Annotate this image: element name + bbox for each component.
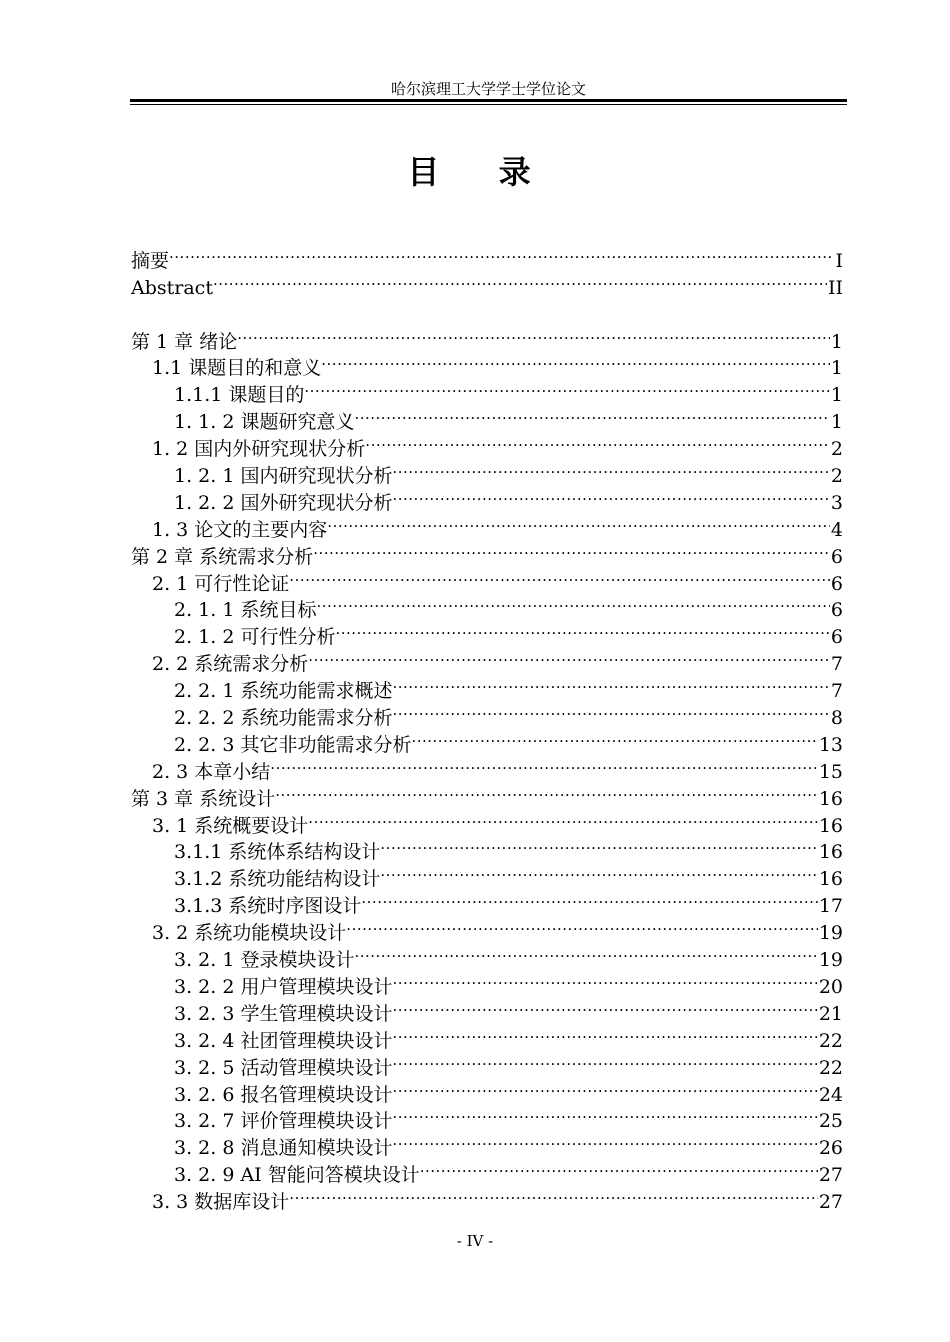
toc-entry-label: 3. 2. 6 报名管理模块设计 [174, 1083, 393, 1106]
toc-entry-page: 8 [830, 707, 843, 730]
toc-entry-label: 1. 2. 1 国内研究现状分析 [174, 465, 393, 488]
toc-entry-label: 1. 2. 2 国外研究现状分析 [174, 491, 393, 514]
toc-entry-label: 2. 1 可行性论证 [152, 572, 290, 595]
toc-entry-page: 20 [818, 975, 843, 998]
toc-entry[interactable] [131, 321, 843, 353]
toc-entry-label: 2. 3 本章小结 [152, 760, 271, 783]
toc-dot-leader [289, 1181, 818, 1208]
toc-entry-page: 26 [818, 1137, 843, 1160]
toc-entry-label: 2. 2. 2 系统功能需求分析 [174, 707, 393, 730]
toc-dot-leader [392, 966, 817, 993]
toc-entry-label: 1. 1. 2 课题研究意义 [174, 411, 355, 434]
toc-entry-label: 3. 2. 7 评价管理模块设计 [174, 1110, 393, 1133]
toc-entry-label: 2. 1. 1 系统目标 [174, 599, 317, 622]
toc-entry-label: 3. 2. 2 用户管理模块设计 [174, 975, 393, 998]
toc-entry-label: 1.1.1 课题目的 [174, 384, 305, 407]
toc-entry-label: 3. 2. 4 社团管理模块设计 [174, 1029, 393, 1052]
toc-entry-page: 16 [818, 787, 843, 810]
toc-dot-leader [411, 724, 817, 751]
toc-dot-leader [392, 993, 817, 1020]
toc-entry-label: 第 2 章 系统需求分析 [131, 545, 314, 568]
toc-dot-leader [392, 670, 829, 697]
toc-dot-leader [275, 778, 818, 805]
toc-entry-page: 6 [830, 626, 843, 649]
toc-entry-label: 3. 2 系统功能模块设计 [152, 922, 347, 945]
toc-entry-label: 2. 1. 2 可行性分析 [174, 626, 336, 649]
toc-dot-leader [392, 1074, 817, 1101]
toc-entry-page: 6 [830, 599, 843, 622]
toc-entry-page: 2 [830, 438, 843, 461]
toc-entry-page: 25 [818, 1110, 843, 1133]
toc-entry-page: 16 [818, 841, 843, 864]
toc-entry-page: 17 [818, 895, 843, 918]
header-rule-thin [130, 104, 847, 105]
toc-dot-leader [327, 509, 830, 536]
toc-dot-leader [237, 321, 830, 348]
toc-dot-leader [361, 885, 817, 912]
toc-entry-page: 1 [830, 357, 843, 380]
toc-dot-leader [346, 912, 818, 939]
toc-entry-label: 3. 3 数据库设计 [152, 1191, 290, 1214]
toc-dot-leader [392, 1127, 817, 1154]
toc-entry-page: 21 [818, 1002, 843, 1025]
toc-entry-page: 1 [830, 330, 843, 353]
toc-dot-leader [308, 643, 830, 670]
toc-dot-leader [354, 939, 817, 966]
toc-dot-leader [308, 805, 818, 832]
toc-entry-label: 3. 2. 8 消息通知模块设计 [174, 1137, 393, 1160]
toc-entry-label: 1. 3 论文的主要内容 [152, 518, 328, 541]
toc-dot-leader [270, 751, 818, 778]
toc-dot-leader [354, 401, 829, 428]
page-number: - IV - [456, 1232, 494, 1250]
page-title: 目 录 [407, 153, 555, 191]
toc-entry-page: 1 [830, 384, 843, 407]
toc-entry-label: 1.1 课题目的和意义 [152, 357, 322, 380]
toc-entry-label: 3. 2. 1 登录模块设计 [174, 949, 355, 972]
toc-entry-page: 22 [818, 1056, 843, 1079]
toc-dot-leader [392, 697, 829, 724]
toc-dot-leader [213, 267, 827, 294]
toc-entry-page: 3 [830, 491, 843, 514]
toc-entry-page: 4 [830, 518, 843, 541]
toc-entry-page: 2 [830, 465, 843, 488]
toc-entry[interactable] [131, 267, 843, 299]
toc-entry-label: 3. 2. 9 AI 智能问答模块设计 [174, 1164, 420, 1187]
toc-entry[interactable] [131, 348, 843, 380]
toc-dot-leader [304, 374, 830, 401]
toc-entry-page: II [827, 276, 843, 299]
toc-dot-leader [321, 348, 830, 375]
toc-entry-page: 7 [830, 653, 843, 676]
toc-entry-page: 7 [830, 680, 843, 703]
table-of-contents [131, 240, 843, 1214]
toc-entry-page: 19 [818, 949, 843, 972]
toc-entry-label: 2. 2. 3 其它非功能需求分析 [174, 733, 412, 756]
toc-entry-page: 13 [818, 733, 843, 756]
toc-entry-label: 2. 2 系统需求分析 [152, 653, 309, 676]
toc-entry-label: 3.1.1 系统体系结构设计 [174, 841, 381, 864]
toc-entry-page: 16 [818, 868, 843, 891]
toc-entry-page: I [835, 249, 843, 272]
toc-dot-leader [420, 1154, 818, 1181]
running-header: 哈尔滨理工大学学士学位论文 [390, 80, 586, 98]
toc-dot-leader [392, 482, 829, 509]
header-rule-thick [130, 99, 847, 102]
toc-entry-page: 22 [818, 1029, 843, 1052]
toc-entry-page: 6 [830, 572, 843, 595]
toc-entry-label: 3. 2. 5 活动管理模块设计 [174, 1056, 393, 1079]
toc-dot-leader [335, 616, 829, 643]
toc-entry-page: 19 [818, 922, 843, 945]
toc-dot-leader [380, 832, 817, 859]
toc-entry-page: 24 [818, 1083, 843, 1106]
toc-entry-page: 27 [818, 1191, 843, 1214]
toc-entry-page: 15 [818, 760, 843, 783]
toc-entry-label: 3. 1 系统概要设计 [152, 814, 309, 837]
toc-entry[interactable] [131, 240, 843, 272]
toc-entry-label: 3.1.2 系统功能结构设计 [174, 868, 381, 891]
toc-entry-page: 1 [830, 411, 843, 434]
toc-entry-label: 1. 2 国内外研究现状分析 [152, 438, 366, 461]
toc-entry-page: 27 [818, 1164, 843, 1187]
toc-entry-label: 3. 2. 3 学生管理模块设计 [174, 1002, 393, 1025]
toc-entry-label: Abstract [131, 276, 213, 299]
toc-dot-leader [316, 590, 829, 617]
toc-dot-leader [392, 1047, 817, 1074]
toc-entry-page: 6 [830, 545, 843, 568]
toc-entry-page: 16 [818, 814, 843, 837]
toc-dot-leader [392, 455, 829, 482]
toc-entry-label: 第 1 章 绪论 [131, 330, 238, 353]
toc-dot-leader [392, 1101, 817, 1128]
toc-dot-leader [380, 858, 817, 885]
toc-entry-label: 第 3 章 系统设计 [131, 787, 276, 810]
toc-dot-leader [365, 428, 830, 455]
toc-dot-leader [392, 1020, 817, 1047]
toc-dot-leader [169, 240, 834, 267]
toc-entry-label: 摘要 [131, 249, 170, 272]
toc-dot-leader [289, 563, 830, 590]
toc-entry-label: 2. 2. 1 系统功能需求概述 [174, 680, 393, 703]
toc-dot-leader [313, 536, 830, 563]
toc-entry-label: 3.1.3 系统时序图设计 [174, 895, 362, 918]
